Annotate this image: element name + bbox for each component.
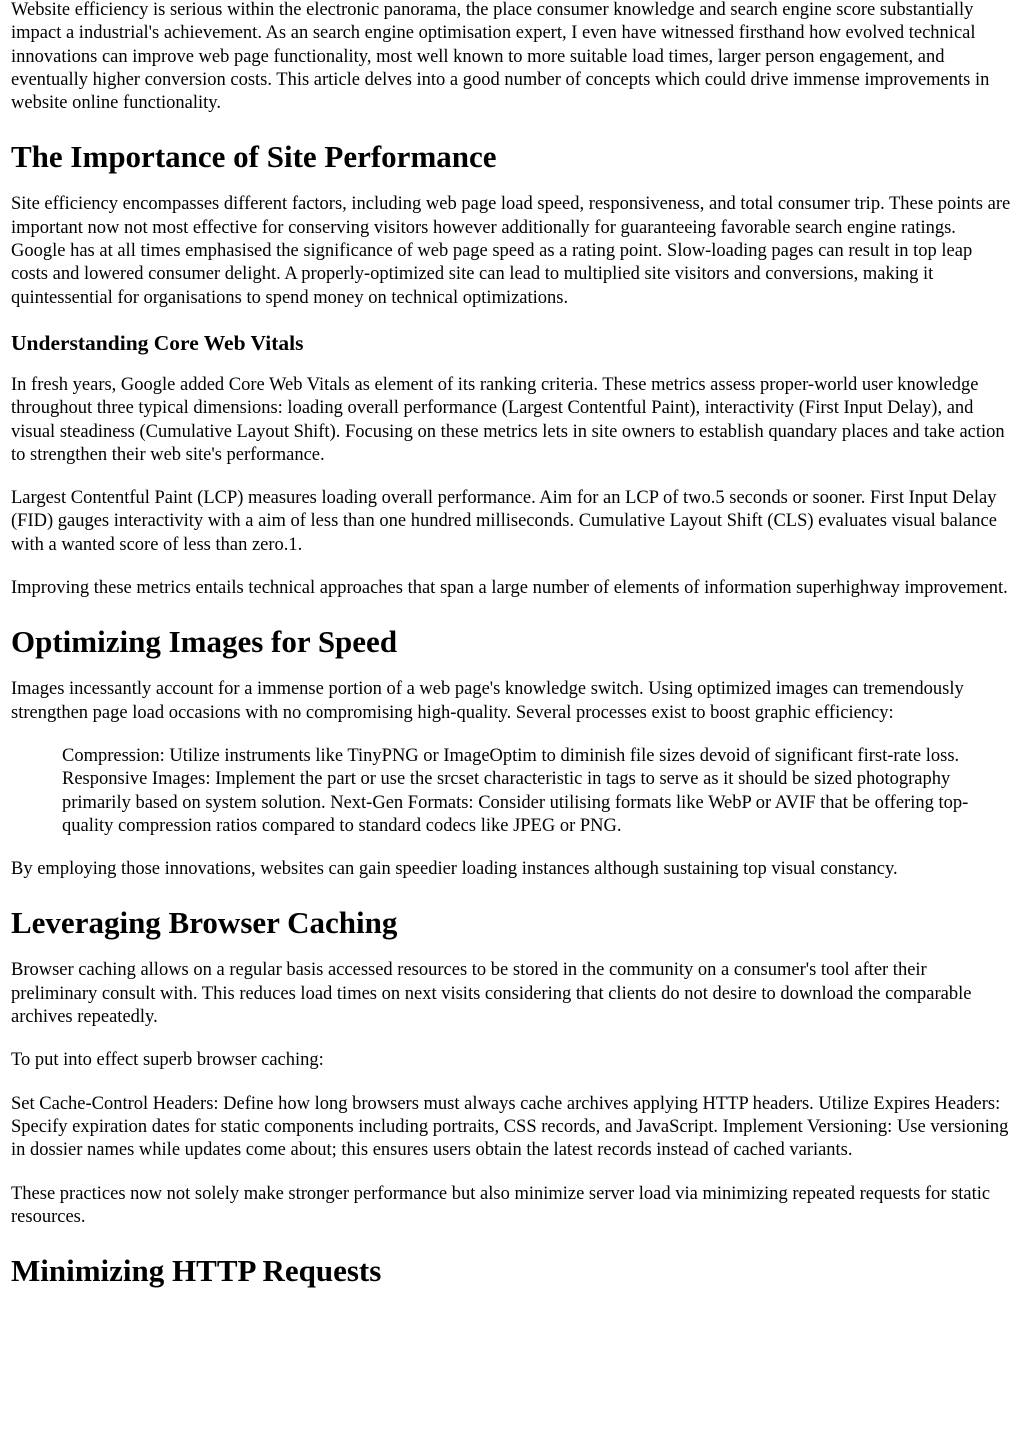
paragraph: Improving these metrics entails technical approaches that span a large number of elements of information superhighway improvement. [11, 578, 1008, 599]
intro-paragraph: Website efficiency is serious within the electronic panorama, the place consumer knowledge and search engine score substantially impact a industrial's achievement. As an search engine optimisation expert, I even have witnessed firsthand how evolved technical innovations can improve web page functionality, most well known to more suitable load times, larger person engagement, and eventually higher conversion costs. This article delves into a good number of concepts which could drive immense improvements in website online functionality. [11, 0, 990, 114]
paragraph: Browser caching allows on a regular basis accessed resources to be stored in the community on a consumer's tool after their preliminary consult with. This reduces load times on next visits considering that clients do not desire to download the comparable archives repeatedly. [11, 960, 972, 1028]
section-heading-http-requests: Minimizing HTTP Requests [11, 1253, 382, 1289]
paragraph: Largest Contentful Paint (LCP) measures loading overall performance. Aim for an LCP of two.5 seconds or sooner. First Input Delay (FID) gauges interactivity with a aim of less than one hundred milliseconds. Cumulative Layout Shift (CLS) evaluates visual balance with a wanted score of less than zero.1. [11, 488, 997, 555]
image-techniques-blockquote: Compression: Utilize instruments like TinyPNG or ImageOptim to diminish file sizes devoid of significant first-rate loss. Responsive Images: Implement the part or use the srcset characteristic in tags to serve as it should be sized photography primarily based on system solution. Next-Gen Formats: Consider utilising formats like WebP or AVIF that be offering top-quality compression ratios compared to standard codecs like JPEG or PNG. [62, 745, 969, 836]
section-heading-browser-caching: Leveraging Browser Caching [11, 905, 398, 941]
paragraph: In fresh years, Google added Core Web Vitals as element of its ranking criteria. These metrics assess proper-world user knowledge throughout three typical dimensions: loading overall performance (Largest Contentful Paint), interactivity (First Input Delay), and visual steadiness (Cumulative Layout Shift). Focusing on these metrics lets in site owners to establish quandary places and take action to strengthen their web site's performance. [11, 374, 1005, 465]
paragraph: By employing those innovations, websites can gain speedier loading instances although sustaining top visual constancy. [11, 859, 898, 880]
paragraph: Set Cache-Control Headers: Define how long browsers must always cache archives applying HTTP headers. Utilize Expires Headers: Specify expiration dates for static components including portraits, CSS records, and JavaScript. Implement Versioning: Use versioning in dossier names while updates come about; this ensures users obtain the latest records instead of cached variants. [11, 1093, 1009, 1161]
paragraph: These practices now not solely make stronger performance but also minimize server load via minimizing repeated requests for static resources. [11, 1183, 991, 1227]
paragraph: To put into effect superb browser caching: [11, 1050, 324, 1071]
section-heading-site-performance: The Importance of Site Performance [11, 139, 497, 175]
paragraph: Site efficiency encompasses different factors, including web page load speed, responsiveness, and total consumer trip. These points are important now not most effective for conserving visitors however additionally for guaranteeing favorable search engine ratings. Google has at all times emphasised the significance of web page speed as a rating point. Slow-loading pages can result in top leap costs and lowered consumer delight. A properly-optimized site can lead to multiplied site visitors and conversions, making it quintessential for organisations to spend money on technical optimizations. [11, 194, 1011, 308]
section-heading-core-web-vitals: Understanding Core Web Vitals [11, 330, 304, 355]
paragraph: Images incessantly account for a immense portion of a web page's knowledge switch. Using optimized images can tremendously strengthen page load occasions with no compromising high-quality. Several processes exist to boost graphic efficiency: [11, 679, 964, 723]
section-heading-optimizing-images: Optimizing Images for Speed [11, 624, 398, 660]
